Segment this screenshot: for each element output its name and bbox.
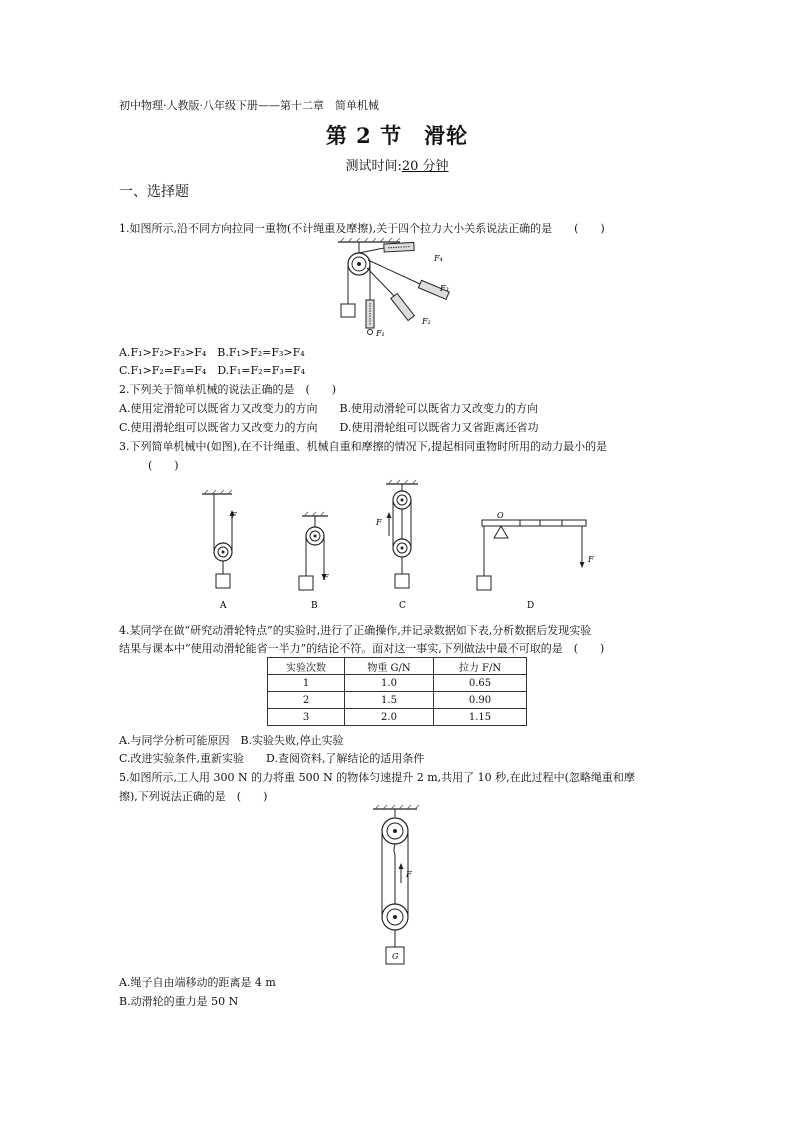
q5-stem-line2: 擦),下列说法正确的是 ( ) [119, 790, 268, 803]
q2-option-cd: C.使用滑轮组可以既省力又改变力的方向 D.使用滑轮组可以既省力又省距离还省功 [119, 421, 539, 434]
table-header-cell: 拉力 F/N [434, 658, 527, 675]
q4-option-cd: C.改进实验条件,重新实验 D.查阅资料,了解结论的适用条件 [119, 752, 425, 765]
q4-stem-line2: 结果与课本中“使用动滑轮能省一半力”的结论不符。面对这一事实,下列做法中最不可取的是 ( ) [119, 642, 605, 655]
table-row [268, 709, 527, 726]
document-header: 初中物理·人教版·八年级下册——第十二章 简单机械 [119, 99, 379, 112]
q1-option-ab: A.F₁>F₂>F₃>F₄ B.F₁>F₂=F₃>F₄ [119, 346, 305, 359]
q3-label-c: C [399, 601, 406, 611]
table-header-cell: 物重 G/N [345, 658, 434, 675]
q3-stem-bracket: ( ) [148, 459, 179, 472]
q3-figure [190, 478, 620, 613]
table-cell: 1.0 [345, 675, 434, 692]
q3-figure-d [477, 511, 594, 611]
table-header-cell: 实验次数 [268, 658, 345, 675]
q5-option-a: A.绳子自由端移动的距离是 4 m [119, 976, 276, 989]
q3-figure-a [202, 490, 237, 611]
q5-stem-line1: 5.如图所示,工人用 300 N 的力将重 500 N 的物体匀速提升 2 m,共用了 10 秒,在此过程中(忽略绳重和摩 [119, 771, 635, 784]
q3-d-force-label: F [588, 555, 594, 564]
q1-label-f3: F₃ [440, 284, 449, 293]
table-cell: 1 [268, 675, 345, 692]
q1-label-f2: F₂ [422, 317, 431, 326]
q1-option-cd: C.F₁>F₂=F₃=F₄ D.F₁=F₂=F₃=F₄ [119, 364, 306, 377]
test-time-label: 测试时间: [345, 159, 402, 174]
q4-data-table [267, 657, 527, 726]
q3-stem: 3.下列简单机械中(如图),在不计绳重、机械自重和摩擦的情况下,提起相同重物时所用的动力最小的是 [119, 440, 608, 453]
table-cell: 2.0 [345, 709, 434, 726]
q1-label-f1: F₁ [376, 329, 385, 338]
q2-stem: 2.下列关于简单机械的说法正确的是 ( ) [119, 383, 337, 396]
q3-label-b: B [311, 601, 318, 611]
table-header-row [268, 658, 527, 675]
q1-figure [330, 238, 480, 344]
q5-weight-label: G [392, 952, 399, 961]
q3-b-force-label: F [323, 573, 329, 582]
q3-pivot-label: O [497, 511, 504, 520]
q1-label-f4: F₄ [434, 254, 443, 263]
q2-option-ab: A.使用定滑轮可以既省力又改变力的方向 B.使用动滑轮可以既省力又改变力的方向 [119, 402, 539, 415]
table-cell: 1.15 [434, 709, 527, 726]
page-title: 第 2 节 滑轮 [325, 123, 469, 148]
q1-stem: 1.如图所示,沿不同方向拉同一重物(不计绳重及摩擦),关于四个拉力大小关系说法正确的是 ( ) [119, 222, 605, 235]
q5-option-b: B.动滑轮的重力是 50 N [119, 995, 239, 1008]
q5-figure [365, 805, 435, 970]
table-cell: 2 [268, 692, 345, 709]
test-time-value: 20 分钟 [401, 159, 449, 174]
test-time [0, 155, 794, 174]
q3-figure-b [299, 512, 329, 611]
table-row [268, 692, 527, 709]
q3-label-d: D [527, 601, 535, 611]
q3-c-force-label: F [376, 518, 382, 527]
section-heading: 一、选择题 [119, 184, 189, 200]
table-cell: 3 [268, 709, 345, 726]
q3-a-force-label: F [231, 511, 237, 520]
q3-label-a: A [220, 601, 227, 611]
table-cell: 0.65 [434, 675, 527, 692]
table-row [268, 675, 527, 692]
q5-force-label: F [406, 870, 412, 879]
table-cell: 0.90 [434, 692, 527, 709]
table-cell: 1.5 [345, 692, 434, 709]
q3-figure-c [375, 480, 418, 611]
q4-option-ab: A.与同学分析可能原因 B.实验失败,停止实验 [119, 734, 344, 747]
q4-stem-line1: 4.某同学在做“研究动滑轮特点”的实验时,进行了正确操作,并记录数据如下表,分析数据后发现实验 [119, 624, 592, 637]
